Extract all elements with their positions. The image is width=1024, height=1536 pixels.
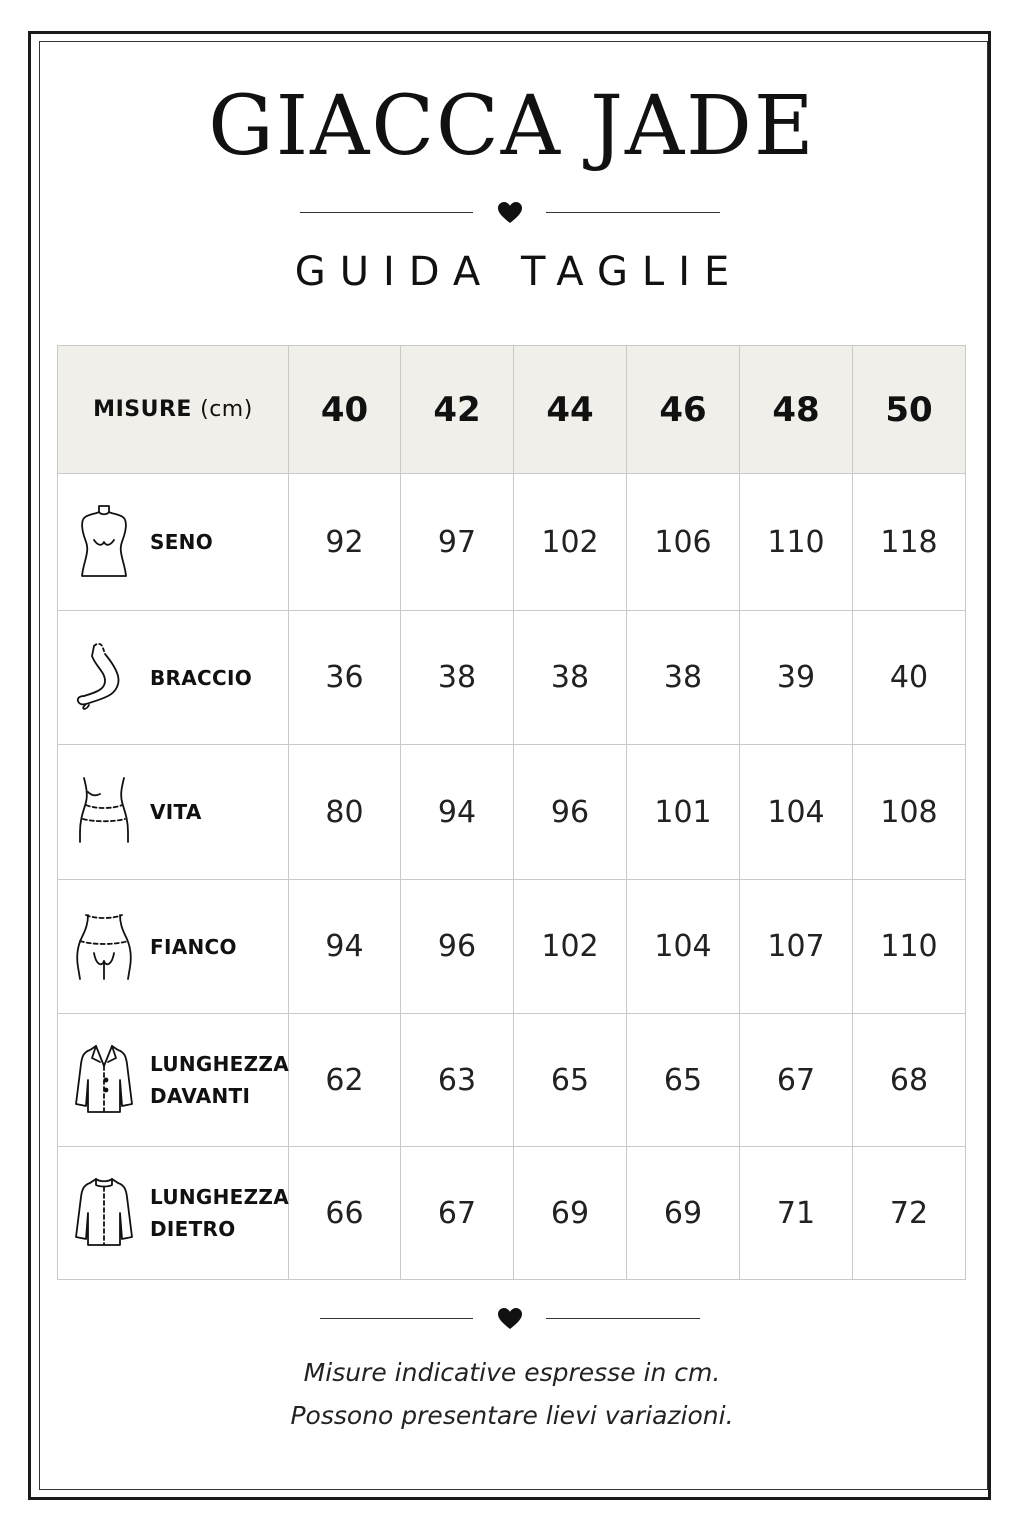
table-cell <box>514 745 627 880</box>
cell-value: 69 <box>663 1195 703 1231</box>
page-title: GIACCA JADE <box>208 79 816 174</box>
cell-value: 40 <box>889 660 929 695</box>
table-cell <box>740 1147 853 1280</box>
cell-value: 118 <box>880 524 938 560</box>
cell-value: 67 <box>776 1062 816 1098</box>
table-cell <box>289 1014 401 1147</box>
waist-icon <box>72 772 136 852</box>
top-divider <box>300 201 720 225</box>
cell-value: 63 <box>437 1062 477 1098</box>
size-label: 40 <box>320 389 369 430</box>
bottom-divider <box>320 1307 700 1331</box>
page-subtitle: GUIDA TAGLIE <box>294 249 744 295</box>
size-label: 42 <box>433 389 481 430</box>
cell-value: 94 <box>437 794 477 830</box>
table-cell <box>289 474 401 611</box>
table-row-braccio <box>58 611 966 745</box>
cell-value: 38 <box>663 660 703 695</box>
row-label-cell <box>58 1014 289 1147</box>
table-cell <box>627 1014 740 1147</box>
table-cell <box>514 1014 627 1147</box>
table-cell <box>853 745 966 880</box>
table-cell <box>289 1147 401 1280</box>
divider-line-right <box>546 212 720 213</box>
table-cell <box>853 474 966 611</box>
table-cell <box>853 611 966 745</box>
cell-value: 72 <box>889 1195 929 1231</box>
heart-icon <box>497 201 523 225</box>
row-label-cell <box>58 474 289 611</box>
cell-value: 71 <box>776 1195 816 1231</box>
size-label: 44 <box>546 389 594 430</box>
heart-icon <box>497 1307 523 1331</box>
cell-value: 92 <box>325 524 364 560</box>
size-header-48 <box>740 346 853 474</box>
cell-value: 104 <box>654 929 712 964</box>
row-label: FIANCO <box>150 934 237 959</box>
cell-value: 110 <box>767 524 825 560</box>
cell-value: 97 <box>437 524 477 560</box>
divider-line-left <box>320 1318 473 1319</box>
table-cell <box>514 1147 627 1280</box>
cell-value: 104 <box>767 794 825 830</box>
size-header-40 <box>289 346 401 474</box>
size-header-42 <box>401 346 514 474</box>
table-cell <box>853 880 966 1014</box>
size-header-50 <box>853 346 966 474</box>
row-label-cell <box>58 1147 289 1280</box>
size-table <box>57 345 966 1280</box>
row-label-cell <box>58 611 289 745</box>
size-header-44 <box>514 346 627 474</box>
cell-value: 96 <box>437 929 477 964</box>
table-cell <box>514 611 627 745</box>
table-cell <box>289 745 401 880</box>
table-cell <box>514 880 627 1014</box>
row-label: LUNGHEZZA DAVANTI <box>150 1052 290 1108</box>
cell-value: 39 <box>776 660 816 695</box>
cell-value: 80 <box>325 794 364 830</box>
table-cell <box>401 1147 514 1280</box>
cell-value: 38 <box>550 660 590 695</box>
cell-value: 67 <box>437 1195 477 1231</box>
size-label: 50 <box>885 389 933 430</box>
table-header-row <box>58 346 966 474</box>
divider-line-right <box>546 1318 700 1319</box>
arm-icon <box>72 638 136 718</box>
jacket-front-icon <box>72 1040 136 1120</box>
table-cell <box>627 745 740 880</box>
cell-value: 68 <box>889 1062 929 1098</box>
table-cell <box>514 474 627 611</box>
cell-value: 108 <box>880 794 938 830</box>
size-header-46 <box>627 346 740 474</box>
cell-value: 102 <box>541 524 599 560</box>
table-cell <box>627 1147 740 1280</box>
table-cell <box>401 880 514 1014</box>
cell-value: 102 <box>541 929 599 964</box>
cell-value: 106 <box>654 524 712 560</box>
table-cell <box>853 1014 966 1147</box>
row-label: SENO <box>150 530 214 554</box>
table-cell <box>627 880 740 1014</box>
header-label <box>93 397 253 422</box>
cell-value: 38 <box>437 660 477 695</box>
table-cell <box>401 1014 514 1147</box>
table-row-vita <box>58 745 966 880</box>
table-cell <box>627 611 740 745</box>
footer-note-line-1: Misure indicative espresse in cm. <box>303 1358 721 1387</box>
bust-mannequin-icon <box>72 502 136 582</box>
size-label: 48 <box>772 389 820 430</box>
table-row-fianco <box>58 880 966 1014</box>
table-cell <box>740 611 853 745</box>
cell-value: 69 <box>550 1195 590 1231</box>
table-row-lunghezza-dietro <box>58 1147 966 1280</box>
cell-value: 94 <box>325 929 364 964</box>
table-cell <box>740 1014 853 1147</box>
table-cell <box>401 474 514 611</box>
table-cell <box>740 745 853 880</box>
cell-value: 96 <box>550 794 590 830</box>
footer-note-line-2: Possono presentare lievi variazioni. <box>290 1401 734 1430</box>
header-label-text: MISURE <box>93 397 192 422</box>
table-cell <box>740 474 853 611</box>
divider-line-left <box>300 212 473 213</box>
table-cell <box>740 880 853 1014</box>
cell-value: 62 <box>325 1062 364 1098</box>
cell-value: 66 <box>325 1195 364 1231</box>
cell-value: 36 <box>325 660 364 695</box>
row-label-cell <box>58 880 289 1014</box>
table-cell <box>627 474 740 611</box>
row-label: BRACCIO <box>150 665 253 690</box>
cell-value: 107 <box>767 929 825 964</box>
cell-value: 110 <box>880 929 938 964</box>
size-label: 46 <box>659 389 707 430</box>
row-label: LUNGHEZZA DIETRO <box>150 1185 290 1241</box>
row-label: VITA <box>150 800 202 824</box>
row-label-cell <box>58 745 289 880</box>
table-cell <box>401 611 514 745</box>
table-row-lunghezza-davanti <box>58 1014 966 1147</box>
cell-value: 65 <box>550 1062 590 1098</box>
header-label-cell <box>58 346 289 474</box>
table-cell <box>289 880 401 1014</box>
cell-value: 101 <box>654 794 712 830</box>
table-row-seno <box>58 474 966 611</box>
jacket-back-icon <box>72 1173 136 1253</box>
header-unit: (cm) <box>200 397 253 422</box>
cell-value: 65 <box>663 1062 703 1098</box>
table-cell <box>853 1147 966 1280</box>
table-cell <box>401 745 514 880</box>
hips-icon <box>72 907 136 987</box>
table-cell <box>289 611 401 745</box>
